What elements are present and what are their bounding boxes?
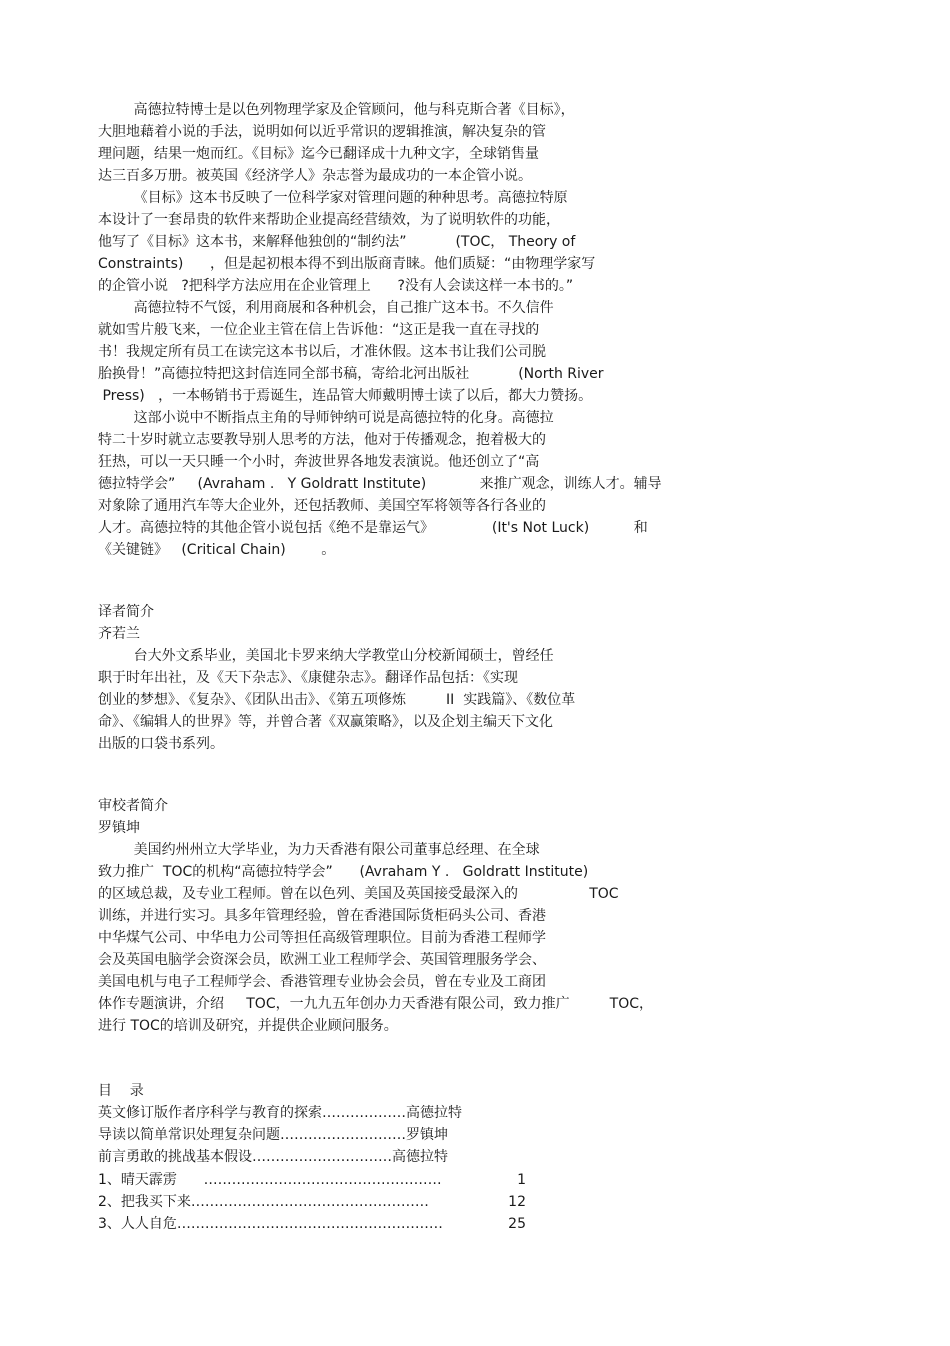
intro-line: 人才。高德拉特的其他企管小说包括《绝不是靠运气》 (It's Not Luck) 和 xyxy=(98,520,648,536)
toc-entry: 英文修订版作者序科学与教育的探索………………高德拉特 xyxy=(98,1105,462,1121)
reviewer-line: 训练，并进行实习。具多年管理经验，曾在香港国际货柜码头公司、香港 xyxy=(98,908,546,924)
intro-line: 大胆地藉着小说的手法，说明如何以近乎常识的逻辑推演，解决复杂的管 xyxy=(98,124,546,140)
intro-line: 对象除了通用汽车等大企业外，还包括教师、美国空军将领等各行各业的 xyxy=(98,498,546,514)
intro-line: 《目标》这本书反映了一位科学家对管理问题的种种思考。高德拉特原 xyxy=(98,190,568,206)
intro-line: 特二十岁时就立志要教导别人思考的方法，他对于传播观念，抱着极大的 xyxy=(98,432,546,448)
intro-line: Press) ，一本畅销书于焉诞生，连品管大师戴明博士读了以后，都大力赞扬。 xyxy=(98,388,593,404)
reviewer-line: 中华煤气公司、中华电力公司等担任高级管理职位。目前为香港工程师学 xyxy=(98,930,546,946)
intro-line: 本设计了一套昂贵的软件来帮助企业提高经营绩效，为了说明软件的功能， xyxy=(98,212,560,228)
reviewer-line: 的区域总裁，及专业工程师。曾在以色列、美国及英国接受最深入的 TOC xyxy=(98,886,619,902)
intro-line: 高德拉特不气馁，利用商展和各种机会，自己推广这本书。不久信件 xyxy=(98,300,554,316)
intro-line: Constraints) ，但是起初根本得不到出版商青睐。他们质疑：“由物理学家写 xyxy=(98,256,596,272)
intro-line: 达三百多万册。被英国《经济学人》杂志誉为最成功的一本企管小说。 xyxy=(98,168,532,184)
reviewer-name: 罗镇坤 xyxy=(98,820,140,836)
reviewer-line: 致力推广 TOC的机构“高德拉特学会” (Avraham Y . Goldratt Institute) xyxy=(98,864,589,880)
toc-page-number: 12 xyxy=(508,1194,526,1210)
intro-line: 理问题，结果一炮而红。《目标》迄今已翻译成十九种文字，全球销售量 xyxy=(98,146,539,162)
toc-entry: 2、把我买下来…………………………………………… xyxy=(98,1194,429,1210)
toc-entry: 导读以简单常识处理复杂问题………………………罗镇坤 xyxy=(98,1127,448,1143)
intro-line: 胎换骨！”高德拉特把这封信连同全部书稿，寄给北河出版社 (North River xyxy=(98,366,604,382)
intro-line: 这部小说中不断指点主角的导师钟纳可说是高德拉特的化身。高德拉 xyxy=(98,410,554,426)
reviewer-line: 美国电机与电子工程师学会、香港管理专业协会会员，曾在专业及工商团 xyxy=(98,974,546,990)
reviewer-line: 美国约州州立大学毕业，为力天香港有限公司董事总经理、在全球 xyxy=(98,842,540,858)
toc-entry: 1、晴天霹雳 …………………………………………… xyxy=(98,1172,442,1188)
reviewer-heading: 审校者简介 xyxy=(98,798,168,814)
intro-line: 德拉特学会” (Avraham . Y Goldratt Institute) 来推广观念，训练人才。辅导 xyxy=(98,476,662,492)
intro-line: 就如雪片般飞来，一位企业主管在信上告诉他：“这正是我一直在寻找的 xyxy=(98,322,540,338)
reviewer-line: 会及英国电脑学会资深会员，欧洲工业工程师学会、英国管理服务学会、 xyxy=(98,952,546,968)
translator-name: 齐若兰 xyxy=(98,626,140,642)
translator-line: 出版的口袋书系列。 xyxy=(98,736,224,752)
intro-line: 他写了《目标》这本书，来解释他独创的“制约法” (TOC， Theory of xyxy=(98,234,576,250)
reviewer-line: 体作专题演讲，介绍 TOC，一九九五年创办力天香港有限公司，致力推广 TOC， xyxy=(98,996,653,1012)
toc-entry: 前言勇敢的挑战基本假设…………………………高德拉特 xyxy=(98,1149,448,1165)
translator-heading: 译者简介 xyxy=(98,604,154,620)
intro-line: 《关键链》 (Critical Chain) 。 xyxy=(98,542,336,558)
translator-line: 职于时年出社，及《天下杂志》、《康健杂志》。翻译作品包括：《实现 xyxy=(98,670,518,686)
translator-line: 台大外文系毕业，美国北卡罗来纳大学教堂山分校新闻硕士，曾经任 xyxy=(98,648,554,664)
toc-page-number: 25 xyxy=(508,1216,526,1232)
intro-line: 高德拉特博士是以色列物理学家及企管顾问，他与科克斯合著《目标》， xyxy=(98,102,575,118)
toc-heading: 目 录 xyxy=(98,1083,144,1099)
toc-entry: 3、人人自危………………………………………………… xyxy=(98,1216,443,1232)
intro-line: 的企管小说 ?把科学方法应用在企业管理上 ?没有人会读这样一本书的。” xyxy=(98,278,574,294)
reviewer-line: 进行 TOC的培训及研究，并提供企业顾问服务。 xyxy=(98,1018,398,1034)
translator-line: 创业的梦想》、《复杂》、《团队出击》、《第五项修炼 II 实践篇》、《数位革 xyxy=(98,692,576,708)
intro-line: 书！我规定所有员工在读完这本书以后，才准休假。这本书让我们公司脱 xyxy=(98,344,546,360)
intro-line: 狂热，可以一天只睡一个小时，奔波世界各地发表演说。他还创立了“高 xyxy=(98,454,540,470)
toc-page-number: 1 xyxy=(517,1172,526,1188)
translator-line: 命》、《编辑人的世界》等，并曾合著《双赢策略》，以及企划主编天下文化 xyxy=(98,714,553,730)
